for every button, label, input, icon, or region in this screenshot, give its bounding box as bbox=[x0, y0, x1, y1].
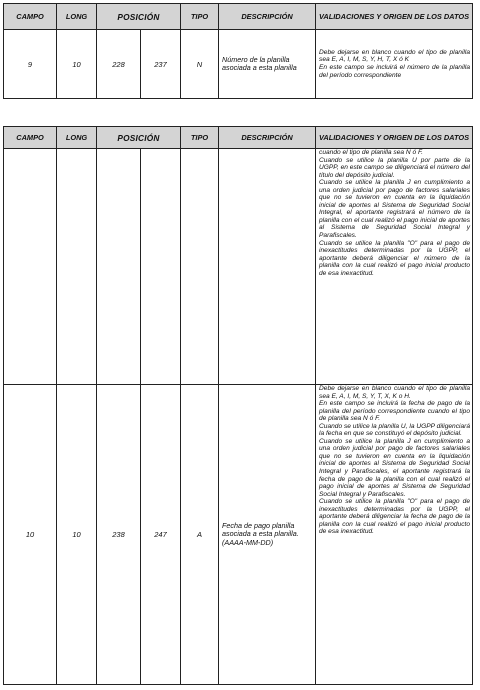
field-spec-table-1 bbox=[3, 3, 473, 99]
validation-text: Cuando se utilice la planilla "O" para el pago de inexactitudes determinadas por la UGPP, el aportante deberá diligenciar el número de la planilla con la cual realizó el pago inicial producto de esa inexactitud. bbox=[319, 239, 471, 277]
validation-text: En este campo se incluirá la fecha de pago de la planilla del período correspondiente cuando el tipo de planilla sea N ó F. bbox=[319, 400, 471, 423]
cell-tipo: N bbox=[181, 30, 219, 99]
cell-pos-fin: 247 bbox=[141, 385, 181, 685]
validation-text: Cuando se utilice la planilla J en cumplimiento a una orden judicial por pago de factores salariales que no se tuvieron en cuenta en la liquidación inicial de aportes al Sistema de Seguridad Social Integral, el aportante registrará el número de la planilla con el cual realizó el pago inicial de aportes al Sistema de Seguridad Social Integral y Parafiscales. bbox=[319, 179, 471, 240]
validation-text: Debe dejarse en blanco cuando el tipo de planilla sea E, A, I, M, S, Y, T, X, K o H. bbox=[319, 385, 471, 400]
header-tipo: TIPO bbox=[181, 127, 219, 149]
validation-text: Cuando se utilice la planilla "O" para el pago de inexactitudes determinadas por la UGPP, el aportante deberá diligenciar la fecha de pago de la planilla con la cual realizó el pago inicial producto de esa inexactitud. bbox=[319, 498, 471, 536]
header-campo: CAMPO bbox=[4, 4, 57, 30]
table-row-campo-10 bbox=[4, 385, 473, 685]
table-row-continuation bbox=[4, 149, 473, 385]
header-long: LONG bbox=[57, 4, 97, 30]
field-spec-table-2 bbox=[3, 126, 473, 685]
header-posicion: POSICIÓN bbox=[97, 127, 181, 149]
cell-tipo: A bbox=[181, 385, 219, 685]
validation-text: En este campo se incluirá el número de la planilla del período correspondiente bbox=[319, 64, 471, 79]
table-row-campo-9 bbox=[4, 30, 473, 99]
cell-pos-fin: 237 bbox=[141, 30, 181, 99]
cell-validaciones bbox=[316, 149, 473, 385]
validation-text: Cuando se utilice la planilla U por parte de la UGPP, en este campo se diligenciará el número del título del depósito judicial. bbox=[319, 156, 471, 179]
header-descripcion: DESCRIPCIÓN bbox=[219, 127, 316, 149]
cell-validaciones bbox=[316, 30, 473, 99]
cell-descripcion: Fecha de pago planilla asociada a esta planilla. (AAAA-MM-DD) bbox=[219, 385, 316, 685]
cell-validaciones bbox=[316, 385, 473, 685]
cell-pos-ini: 238 bbox=[97, 385, 141, 685]
validation-text: Debe dejarse en blanco cuando el tipo de planilla sea E, A, I, M, S, Y, H, T, X ó K bbox=[319, 48, 471, 64]
header-validaciones: VALIDACIONES Y ORIGEN DE LOS DATOS bbox=[316, 127, 473, 149]
header-campo: CAMPO bbox=[4, 127, 57, 149]
cell-long: 10 bbox=[57, 385, 97, 685]
header-long: LONG bbox=[57, 127, 97, 149]
cell-campo: 10 bbox=[4, 385, 57, 685]
validation-text: cuando el tipo de planilla sea N ó F. bbox=[319, 149, 423, 156]
cell-long: 10 bbox=[57, 30, 97, 99]
header-validaciones: VALIDACIONES Y ORIGEN DE LOS DATOS bbox=[316, 4, 473, 30]
header-descripcion: DESCRIPCIÓN bbox=[219, 4, 316, 30]
validation-text: Cuando se utilice la planilla U, la UGPP diligenciará la fecha en que se constituyó el depósito judicial. bbox=[319, 422, 471, 438]
header-tipo: TIPO bbox=[181, 4, 219, 30]
cell-pos-ini: 228 bbox=[97, 30, 141, 99]
table-header-row bbox=[4, 127, 473, 149]
cell-descripcion: Número de la planilla asociada a esta planilla bbox=[219, 30, 316, 99]
header-posicion: POSICIÓN bbox=[97, 4, 181, 30]
validation-text: Cuando se utilice la planilla J en cumplimiento a una orden judicial por pago de factores salariales que no se tuvieron en cuenta en la liquidación inicial de aportes al Sistema de Seguridad Social Integral y Parafiscales, el aportante registrará la fecha de pago de la planilla con el cual realizó el pago inicial de aportes al Sistema de Seguridad Social Integral y Parafiscales. bbox=[319, 437, 471, 498]
cell-campo: 9 bbox=[4, 30, 57, 99]
table-header-row bbox=[4, 4, 473, 30]
